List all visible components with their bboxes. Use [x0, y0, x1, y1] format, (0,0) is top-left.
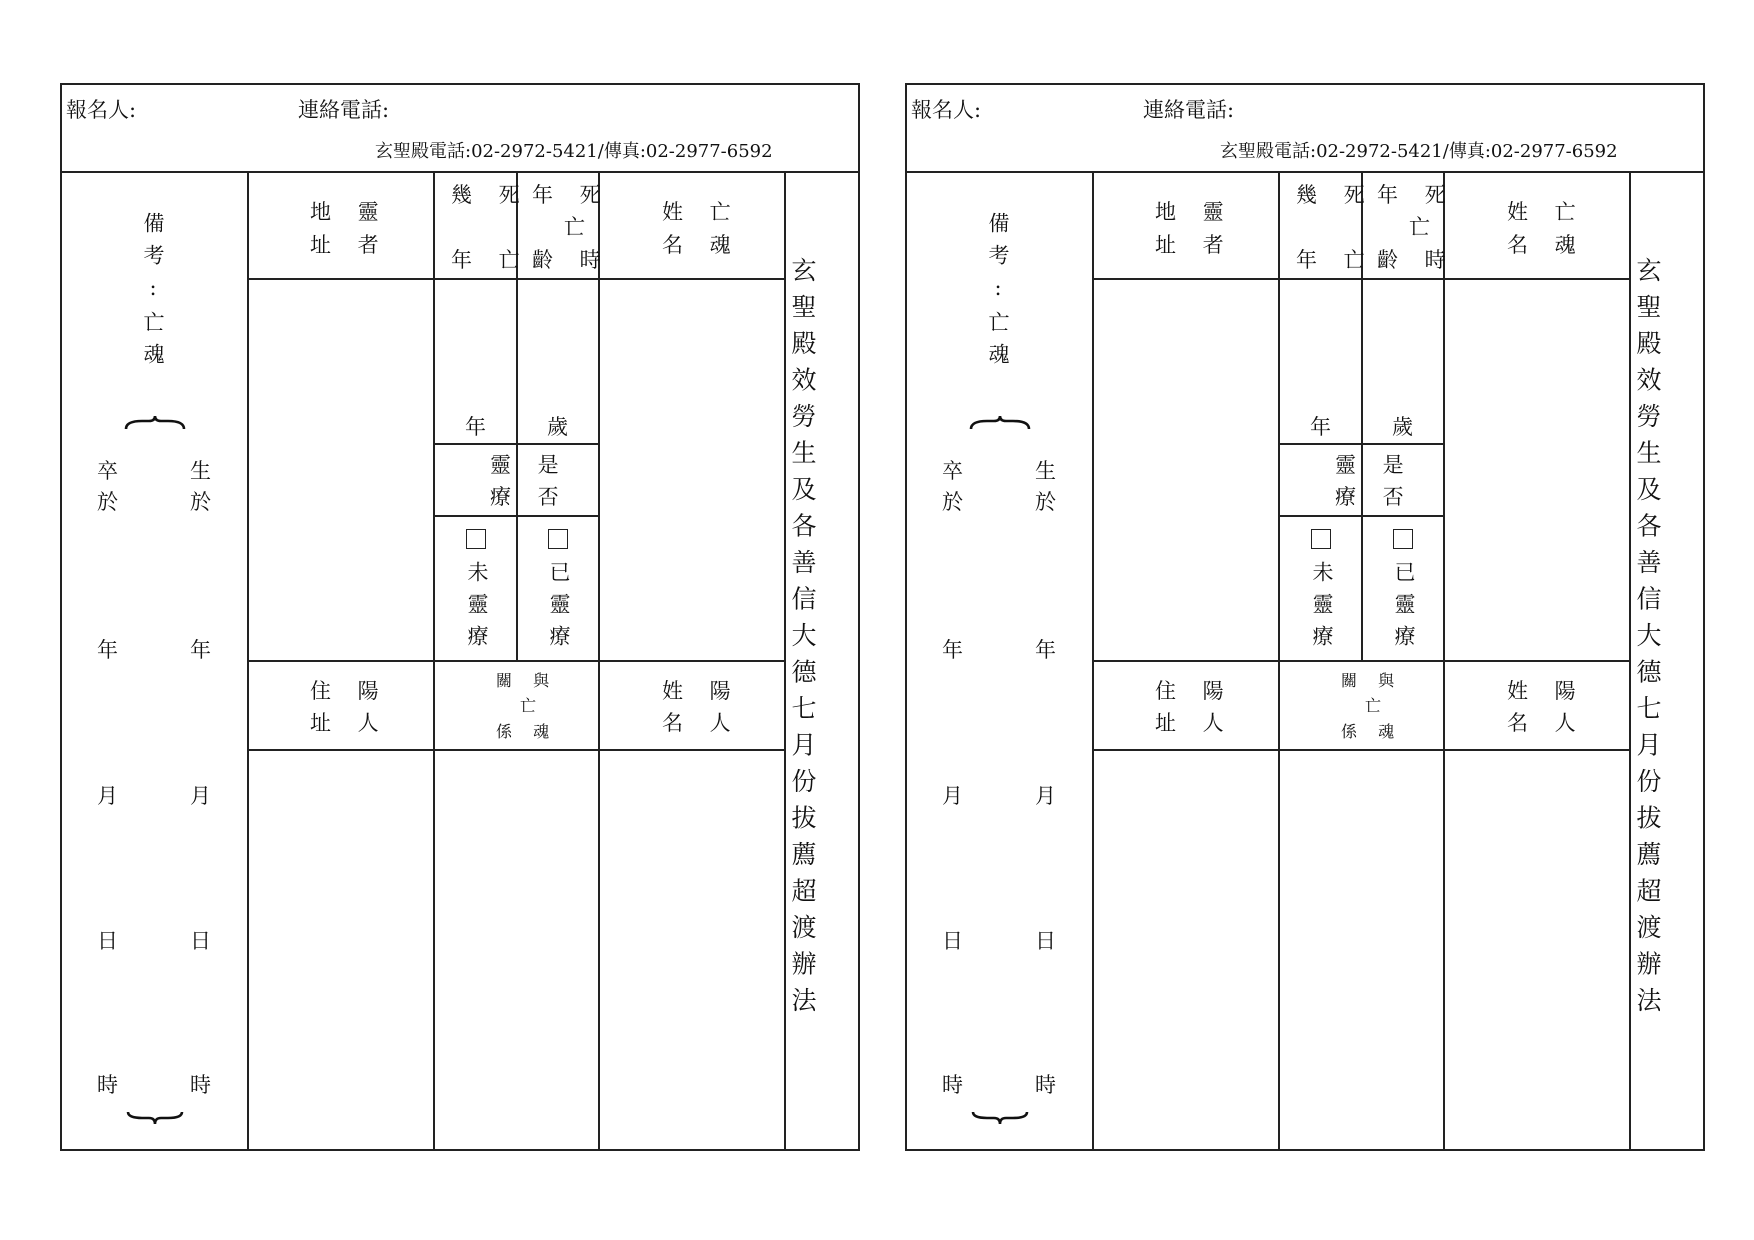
applicant-address-header: 住 陽 — [1155, 679, 1234, 703]
applicant-label: 報名人: — [66, 98, 137, 122]
relation-header-2: 亡 — [1365, 696, 1392, 715]
form-title: 玄聖殿效勞生及各善信大德七月份拔薦超渡辦法 — [788, 257, 817, 1024]
registration-form-left — [60, 83, 860, 1151]
temple-contact: 玄聖殿電話:02-2972-5421/傳真:02-2977-6592 — [375, 141, 773, 162]
birth-label-2: 於 — [190, 490, 211, 514]
grid-line — [784, 171, 786, 1149]
years-dead-header: 幾 死 — [451, 183, 530, 207]
healed-question: 靈 是 — [1335, 453, 1414, 477]
grid-line — [1278, 515, 1443, 517]
not-healed-label: 未靈療 — [1310, 561, 1334, 657]
years-dead-header: 幾 死 — [1296, 183, 1375, 207]
age-unit: 歲 — [1392, 415, 1423, 439]
applicant-name-header: 姓 陽 — [662, 679, 741, 703]
remarks-label: 備考:亡魂 — [986, 212, 1010, 375]
death-hour-label: 時 — [97, 1073, 118, 1097]
birth-label-2: 於 — [1035, 490, 1056, 514]
death-month-label: 月 — [97, 784, 118, 808]
brace-top-icon — [124, 415, 186, 431]
birth-hour-label: 時 — [190, 1073, 211, 1097]
healed-question-2: 療 否 — [1335, 485, 1414, 509]
healed-checkbox[interactable] — [1393, 529, 1413, 549]
applicant-label: 報名人: — [911, 98, 982, 122]
applicant-address-header-2: 址 人 — [1155, 711, 1234, 735]
birth-label-1: 生 — [190, 459, 211, 483]
birth-hour-label: 時 — [1035, 1073, 1056, 1097]
deceased-name-header: 姓 亡 — [662, 200, 741, 224]
deceased-name-header-2: 名 魂 — [1507, 233, 1586, 257]
birth-month-label: 月 — [190, 784, 211, 808]
grid-line — [516, 171, 518, 660]
death-day-label: 日 — [97, 929, 118, 953]
relation-header-3: 係 魂 — [1341, 722, 1403, 741]
relation-header-3: 係 魂 — [496, 722, 558, 741]
grid-line — [433, 443, 598, 445]
birth-year-label: 年 — [190, 638, 211, 662]
death-year-label: 年 — [97, 638, 118, 662]
death-label-1: 卒 — [97, 459, 118, 483]
death-year-label: 年 — [942, 638, 963, 662]
age-at-death-header-2: 亡 — [564, 215, 595, 239]
registration-form-right — [905, 83, 1705, 1151]
birth-day-label: 日 — [1035, 929, 1056, 953]
not-healed-checkbox[interactable] — [1311, 529, 1331, 549]
age-at-death-header-3: 齡 時 — [532, 248, 611, 272]
healed-question-2: 療 否 — [490, 485, 569, 509]
years-unit: 年 — [465, 415, 496, 439]
relation-header: 關 與 — [496, 671, 558, 690]
header-divider — [907, 171, 1703, 173]
relation-header: 關 與 — [1341, 671, 1403, 690]
grid-line — [1278, 443, 1443, 445]
form-title: 玄聖殿效勞生及各善信大德七月份拔薦超渡辦法 — [1633, 257, 1662, 1024]
birth-year-label: 年 — [1035, 638, 1056, 662]
healed-label: 已靈療 — [547, 561, 571, 657]
applicant-address-header-2: 址 人 — [310, 711, 389, 735]
header-divider — [62, 171, 858, 173]
death-label-2: 於 — [97, 490, 118, 514]
remarks-label: 備考:亡魂 — [141, 212, 165, 375]
relation-header-2: 亡 — [520, 696, 547, 715]
healed-question: 靈 是 — [490, 453, 569, 477]
years-dead-header-2: 年 亡 — [1296, 248, 1375, 272]
death-month-label: 月 — [942, 784, 963, 808]
age-unit: 歲 — [547, 415, 578, 439]
grid-line — [433, 515, 598, 517]
grid-line — [1629, 171, 1631, 1149]
not-healed-label: 未靈療 — [465, 561, 489, 657]
death-day-label: 日 — [942, 929, 963, 953]
deceased-address-header-2: 址 者 — [1155, 233, 1234, 257]
years-unit: 年 — [1310, 415, 1341, 439]
death-hour-label: 時 — [942, 1073, 963, 1097]
brace-bottom-icon — [124, 1110, 186, 1126]
deceased-address-header: 地 靈 — [310, 200, 389, 224]
death-label-2: 於 — [942, 490, 963, 514]
phone-label: 連絡電話: — [298, 98, 390, 122]
grid-line — [247, 278, 784, 280]
healed-label: 已靈療 — [1392, 561, 1416, 657]
birth-label-1: 生 — [1035, 459, 1056, 483]
deceased-name-header-2: 名 魂 — [662, 233, 741, 257]
applicant-name-header-2: 名 人 — [1507, 711, 1586, 735]
applicant-address-header: 住 陽 — [310, 679, 389, 703]
applicant-name-header-2: 名 人 — [662, 711, 741, 735]
grid-line — [1361, 171, 1363, 660]
grid-line — [1092, 660, 1629, 662]
grid-line — [1092, 278, 1629, 280]
age-at-death-header: 年 死 — [532, 183, 611, 207]
brace-bottom-icon — [969, 1110, 1031, 1126]
not-healed-checkbox[interactable] — [466, 529, 486, 549]
birth-month-label: 月 — [1035, 784, 1056, 808]
grid-line — [1092, 749, 1629, 751]
birth-day-label: 日 — [190, 929, 211, 953]
temple-contact: 玄聖殿電話:02-2972-5421/傳真:02-2977-6592 — [1220, 141, 1618, 162]
years-dead-header-2: 年 亡 — [451, 248, 530, 272]
grid-line — [247, 660, 784, 662]
deceased-name-header: 姓 亡 — [1507, 200, 1586, 224]
brace-top-icon — [969, 415, 1031, 431]
age-at-death-header-2: 亡 — [1409, 215, 1440, 239]
death-label-1: 卒 — [942, 459, 963, 483]
age-at-death-header-3: 齡 時 — [1377, 248, 1456, 272]
grid-line — [247, 749, 784, 751]
applicant-name-header: 姓 陽 — [1507, 679, 1586, 703]
phone-label: 連絡電話: — [1143, 98, 1235, 122]
healed-checkbox[interactable] — [548, 529, 568, 549]
deceased-address-header: 地 靈 — [1155, 200, 1234, 224]
age-at-death-header: 年 死 — [1377, 183, 1456, 207]
deceased-address-header-2: 址 者 — [310, 233, 389, 257]
